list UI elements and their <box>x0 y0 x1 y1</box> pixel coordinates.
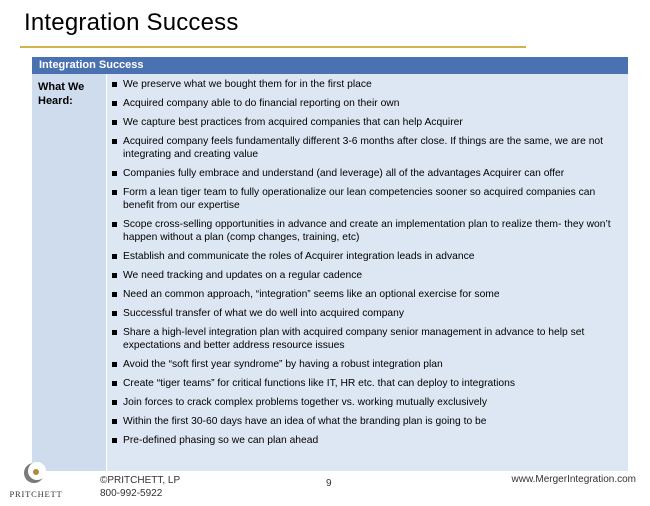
footer-copyright <box>100 474 180 500</box>
list-item <box>110 415 624 428</box>
list-item <box>110 97 624 110</box>
square-bullet-icon <box>112 139 117 144</box>
row-label <box>32 74 107 471</box>
square-bullet-icon <box>112 171 117 176</box>
pritchett-logo <box>6 457 62 501</box>
square-bullet-icon <box>112 419 117 424</box>
square-bullet-icon <box>112 381 117 386</box>
list-item <box>110 250 624 263</box>
list-item-text: We capture best practices from acquired companies that can help Acquirer <box>123 117 463 128</box>
square-bullet-icon <box>112 292 117 297</box>
panel-header: Integration Success <box>32 57 628 74</box>
list-item-text: Within the first 30-60 days have an idea of what the branding plan is going to be <box>123 416 487 427</box>
bullet-list <box>110 74 624 453</box>
list-item-text: Pre-defined phasing so we can plan ahead <box>123 435 319 446</box>
logo-wordmark: PRITCHETT <box>9 489 63 499</box>
list-item <box>110 135 624 161</box>
square-bullet-icon <box>112 438 117 443</box>
list-item-text: We need tracking and updates on a regular cadence <box>123 270 363 281</box>
square-bullet-icon <box>112 311 117 316</box>
list-item-text: Successful transfer of what we do well into acquired company <box>123 308 405 319</box>
crescent-logo-icon <box>6 457 62 489</box>
list-item <box>110 377 624 390</box>
list-item-text: Create “tiger teams” for critical functions like IT, HR etc. that can deploy to integrations <box>123 378 516 389</box>
square-bullet-icon <box>112 362 117 367</box>
list-item <box>110 396 624 409</box>
list-item-text: We preserve what we bought them for in the first place <box>123 79 372 90</box>
list-item-text: Establish and communicate the roles of Acquirer integration leads in advance <box>123 251 475 262</box>
list-item <box>110 434 624 447</box>
square-bullet-icon <box>112 120 117 125</box>
content-panel <box>32 57 628 471</box>
list-item-text: Share a high-level integration plan with acquired company senior management in advance to help set expectations and better address resource issues <box>123 327 585 351</box>
list-item <box>110 78 624 91</box>
list-item-text: Form a lean tiger team to fully operationalize our lean competencies sooner so acquired companies can benefit from our expertise <box>123 187 596 211</box>
list-item-text: Acquired company feels fundamentally different 3-6 months after close. If things are the same, we are not integrating and creating value <box>123 136 604 160</box>
square-bullet-icon <box>112 330 117 335</box>
list-item <box>110 218 624 244</box>
slide-title: Integration Success <box>24 9 239 36</box>
list-item <box>110 116 624 129</box>
square-bullet-icon <box>112 101 117 106</box>
square-bullet-icon <box>112 222 117 227</box>
square-bullet-icon <box>112 400 117 405</box>
list-item <box>110 269 624 282</box>
list-item-text: Acquired company able to do financial reporting on their own <box>123 98 400 109</box>
copyright-text: ©PRITCHETT, LP <box>100 475 181 486</box>
list-item <box>110 167 624 180</box>
list-item <box>110 358 624 371</box>
title-divider <box>20 46 526 48</box>
list-item <box>110 326 624 352</box>
phone-number: 800-992-5922 <box>100 488 163 499</box>
row-label-text: What We Heard: <box>38 81 85 107</box>
list-item-text: Need an common approach, “integration” seems like an optional exercise for some <box>123 289 500 300</box>
square-bullet-icon <box>112 82 117 87</box>
list-item-text: Companies fully embrace and understand (and leverage) all of the advantages Acquirer can offer <box>123 168 565 179</box>
list-item-text: Join forces to crack complex problems together vs. working mutually exclusively <box>123 397 487 408</box>
list-item <box>110 307 624 320</box>
website-link[interactable]: www.MergerIntegration.com <box>511 474 636 485</box>
square-bullet-icon <box>112 190 117 195</box>
list-item <box>110 288 624 301</box>
square-bullet-icon <box>112 273 117 278</box>
list-item-text: Avoid the “soft first year syndrome” by having a robust integration plan <box>123 359 443 370</box>
square-bullet-icon <box>112 254 117 259</box>
page-number: 9 <box>326 478 332 489</box>
list-item-text: Scope cross-selling opportunities in advance and create an implementation plan to realize them- they won’t happen without a plan (comp changes, training, etc) <box>123 219 611 243</box>
list-item <box>110 186 624 212</box>
